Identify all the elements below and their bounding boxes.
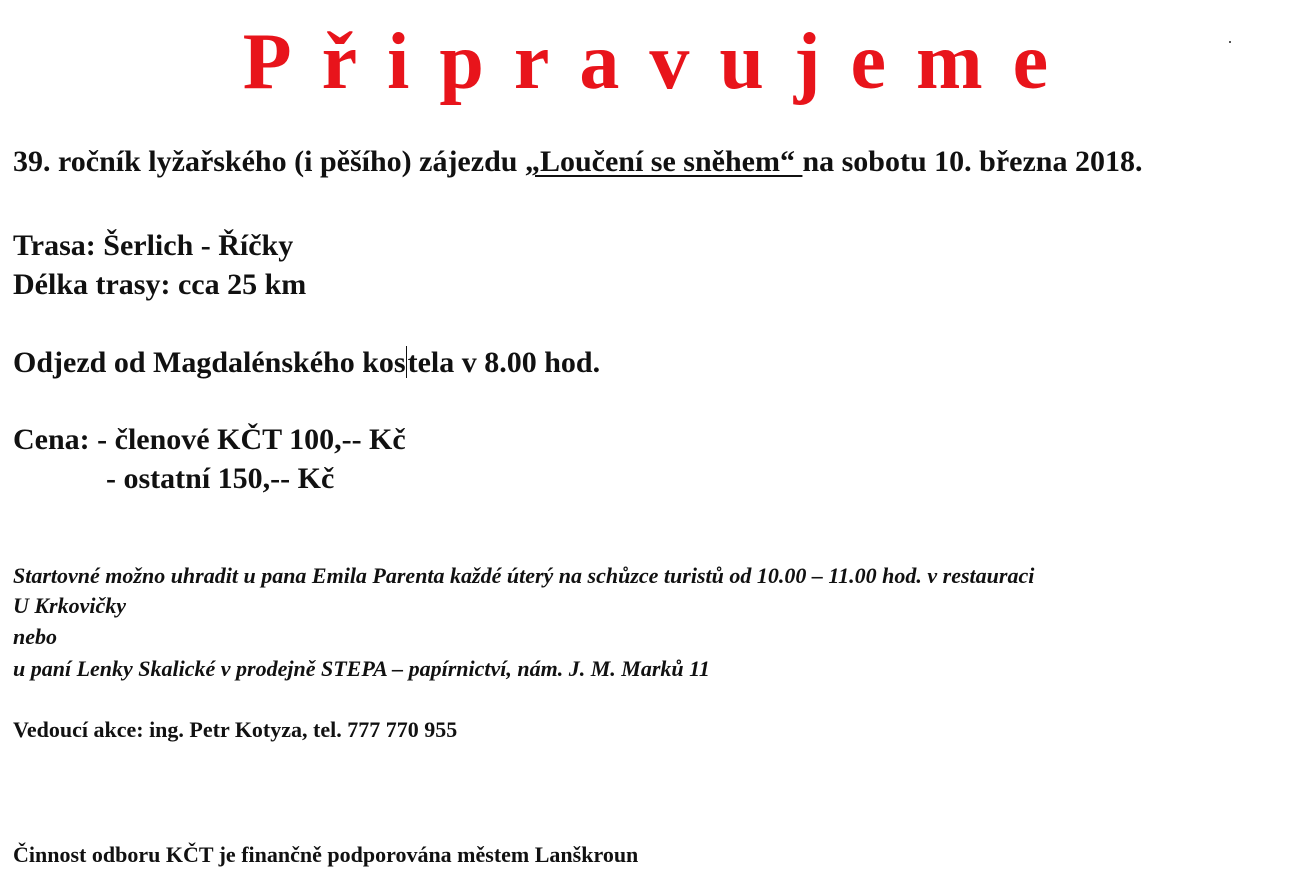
event-name: „Loučení se sněhem“ xyxy=(524,145,803,178)
footer-line: Činnost odboru KČT je finančně podporována městem Lanškroun xyxy=(13,842,639,867)
payment-line-4: u paní Lenky Skalické v prodejně STEPA – papírnictví, nám. J. M. Marků 11 xyxy=(13,656,710,681)
leader-line: Vedoucí akce: ing. Petr Kotyza, tel. 777 770 955 xyxy=(13,717,458,742)
stray-dot xyxy=(1229,41,1231,43)
payment-line-1: Startovné možno uhradit u pana Emila Parenta každé úterý na schůzce turistů od 10.00 – 11.00 hod. v restauraci xyxy=(13,563,1035,588)
event-date: na sobotu 10. března 2018. xyxy=(802,145,1143,178)
departure-text-end: tela v 8.00 hod. xyxy=(407,346,601,379)
page-title: Připravujeme xyxy=(242,18,1079,106)
price-members-line: Cena: - členové KČT 100,-- Kč xyxy=(13,423,406,456)
route-length-line: Délka trasy: cca 25 km xyxy=(13,268,307,301)
event-line xyxy=(13,144,1142,180)
price-others-line: - ostatní 150,-- Kč xyxy=(106,462,335,495)
payment-line-2: U Krkovičky xyxy=(13,593,127,618)
payment-line-3: nebo xyxy=(13,624,57,649)
event-intro: 39. ročník lyžařského (i pěšího) zájezdu xyxy=(13,145,525,178)
route-line: Trasa: Šerlich - Říčky xyxy=(13,229,294,262)
departure-line xyxy=(13,345,600,381)
departure-text-start: Odjezd od Magdalénského kos xyxy=(13,346,406,379)
